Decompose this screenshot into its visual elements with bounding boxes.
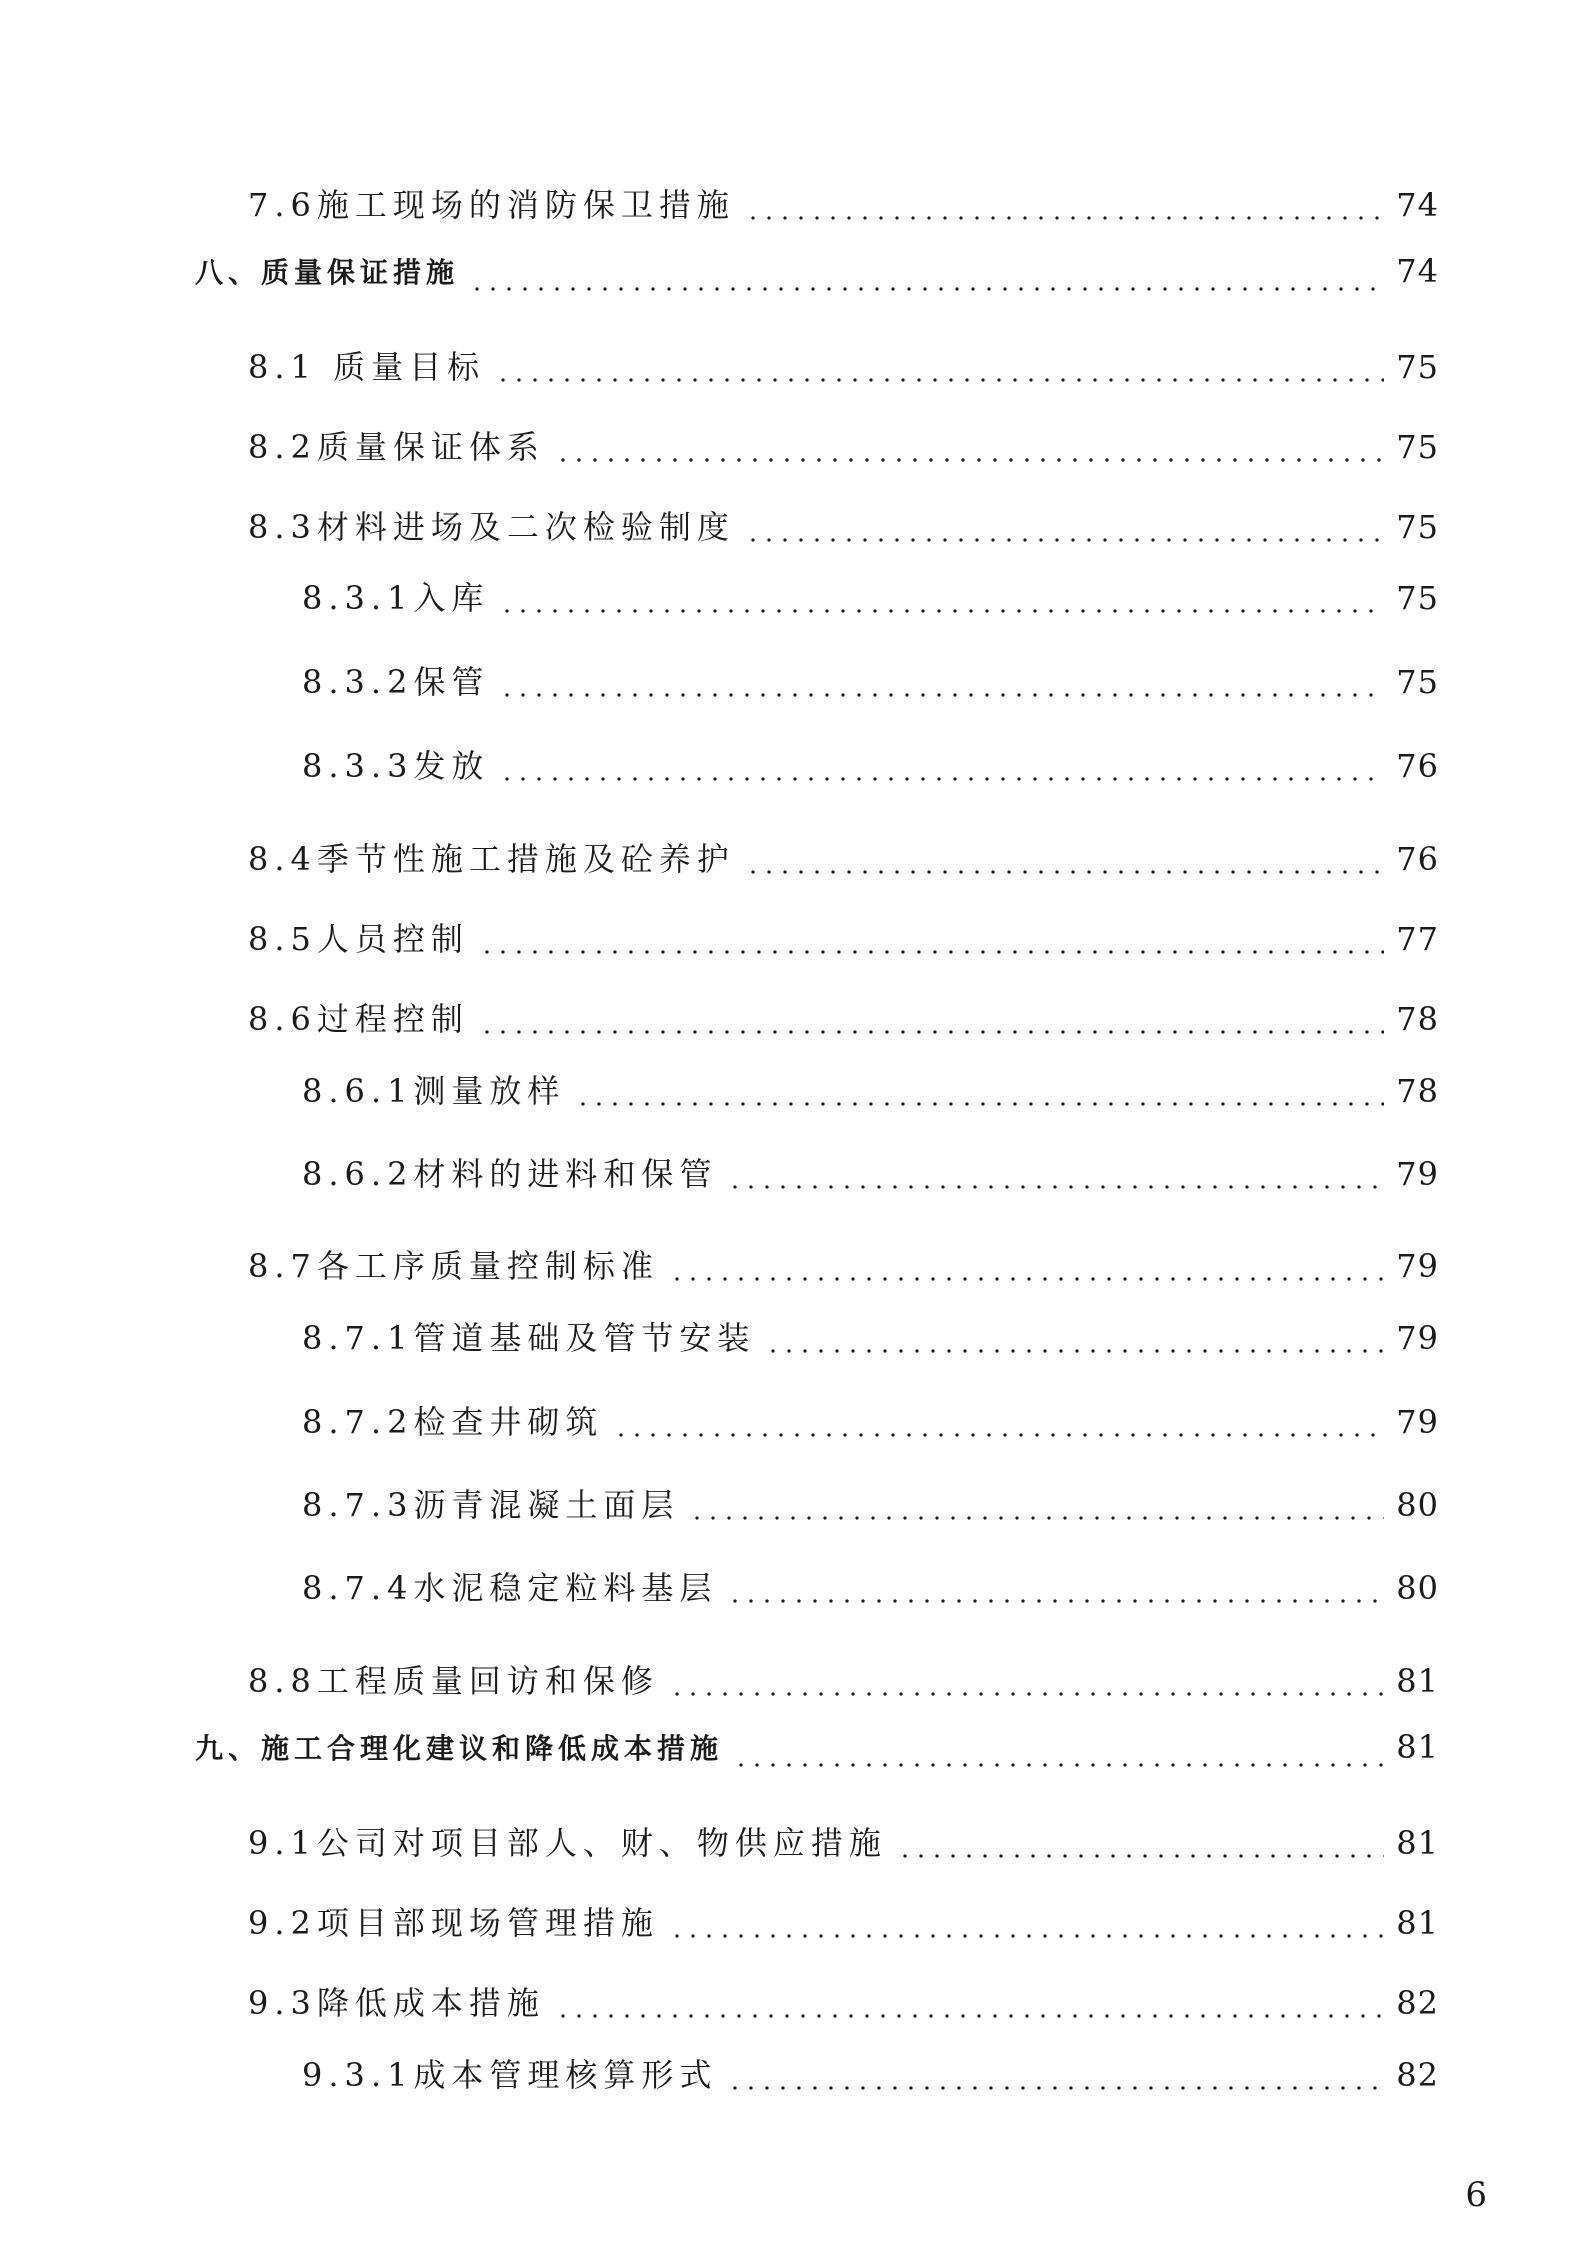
toc-entry-label: 8.7.4水泥稳定粒料基层 bbox=[302, 1569, 718, 1607]
toc-entry-chapter-8[interactable] bbox=[195, 251, 1439, 301]
toc-entry-label: 8.1 质量目标 bbox=[248, 348, 486, 386]
toc-entry-label: 8.7.2检查井砌筑 bbox=[302, 1403, 604, 1441]
toc-entry-8-7-3[interactable] bbox=[302, 1480, 1439, 1530]
toc-entry-8-6[interactable] bbox=[248, 994, 1439, 1044]
toc-entry-page: 81 bbox=[1396, 1728, 1439, 1766]
toc-entry-label: 8.2质量保证体系 bbox=[248, 428, 545, 466]
toc-entry-label: 九、施工合理化建议和降低成本措施 bbox=[195, 1732, 724, 1765]
toc-dot-leader bbox=[765, 1349, 1384, 1353]
toc-entry-label: 8.6.1测量放样 bbox=[302, 1072, 566, 1110]
toc-entry-label: 8.3.3发放 bbox=[302, 747, 490, 785]
toc-dot-leader bbox=[733, 1763, 1384, 1767]
toc-dot-leader bbox=[897, 1854, 1384, 1858]
toc-entry-label: 8.6.2材料的进料和保管 bbox=[302, 1155, 718, 1193]
toc-entry-label: 8.7各工序质量控制标准 bbox=[248, 1247, 659, 1285]
toc-entry-page: 76 bbox=[1396, 747, 1439, 785]
toc-entry-page: 74 bbox=[1396, 252, 1439, 290]
toc-dot-leader bbox=[745, 216, 1384, 220]
toc-entry-page: 78 bbox=[1396, 1000, 1439, 1038]
toc-entry-page: 79 bbox=[1396, 1403, 1439, 1441]
toc-entry-9-1[interactable] bbox=[248, 1818, 1439, 1868]
toc-entry-8-3-3[interactable] bbox=[302, 741, 1439, 791]
toc-entry-label: 8.3.2保管 bbox=[302, 663, 490, 701]
toc-entry-label: 9.3.1成本管理核算形式 bbox=[302, 2056, 718, 2094]
toc-entry-label: 8.7.3沥青混凝土面层 bbox=[302, 1486, 680, 1524]
toc-dot-leader bbox=[469, 287, 1384, 291]
toc-dot-leader bbox=[727, 1599, 1384, 1603]
toc-entry-page: 74 bbox=[1396, 186, 1439, 224]
toc-entry-8-2[interactable] bbox=[248, 422, 1439, 472]
toc-dot-leader bbox=[745, 870, 1384, 874]
toc-entry-8-6-2[interactable] bbox=[302, 1149, 1439, 1199]
page-number: 6 bbox=[1465, 2175, 1487, 2215]
toc-dot-leader bbox=[499, 777, 1384, 781]
toc-dot-leader bbox=[669, 1692, 1384, 1696]
toc-dot-leader bbox=[727, 1185, 1384, 1189]
toc-entry-page: 79 bbox=[1396, 1155, 1439, 1193]
toc-entry-8-7-2[interactable] bbox=[302, 1397, 1439, 1447]
toc-entry-label: 8.5人员控制 bbox=[248, 920, 469, 958]
toc-entry-page: 81 bbox=[1396, 1824, 1439, 1862]
toc-entry-9-3-1[interactable] bbox=[302, 2050, 1439, 2100]
toc-entry-8-6-1[interactable] bbox=[302, 1066, 1439, 1116]
toc-entry-label: 8.3.1入库 bbox=[302, 579, 490, 617]
toc-entry-7-6[interactable] bbox=[248, 180, 1439, 230]
toc-entry-chapter-9[interactable] bbox=[195, 1727, 1439, 1777]
toc-entry-8-3-2[interactable] bbox=[302, 657, 1439, 707]
toc-entry-8-8[interactable] bbox=[248, 1656, 1439, 1706]
toc-entry-page: 80 bbox=[1396, 1486, 1439, 1524]
toc-entry-page: 79 bbox=[1396, 1319, 1439, 1357]
toc-entry-label: 8.8工程质量回访和保修 bbox=[248, 1662, 659, 1700]
toc-entry-8-4[interactable] bbox=[248, 834, 1439, 884]
toc-entry-label: 八、质量保证措施 bbox=[195, 256, 460, 289]
toc-entry-8-3-1[interactable] bbox=[302, 573, 1439, 623]
toc-entry-label: 8.6过程控制 bbox=[248, 1000, 469, 1038]
toc-dot-leader bbox=[555, 2014, 1384, 2018]
toc-dot-leader bbox=[727, 2086, 1384, 2090]
toc-entry-label: 9.3降低成本措施 bbox=[248, 1984, 545, 2022]
toc-entry-label: 8.4季节性施工措施及砼养护 bbox=[248, 840, 735, 878]
toc-entry-page: 82 bbox=[1396, 2056, 1439, 2094]
toc-dot-leader bbox=[689, 1516, 1384, 1520]
toc-entry-label: 7.6施工现场的消防保卫措施 bbox=[248, 186, 735, 224]
toc-dot-leader bbox=[499, 609, 1384, 613]
toc-entry-8-5[interactable] bbox=[248, 914, 1439, 964]
toc-entry-page: 77 bbox=[1396, 920, 1439, 958]
toc-dot-leader bbox=[745, 538, 1384, 542]
toc-entry-page: 76 bbox=[1396, 840, 1439, 878]
toc-entry-page: 78 bbox=[1396, 1072, 1439, 1110]
toc-entry-page: 75 bbox=[1396, 508, 1439, 546]
toc-entry-label: 9.2项目部现场管理措施 bbox=[248, 1904, 659, 1942]
toc-entry-page: 79 bbox=[1396, 1247, 1439, 1285]
toc-dot-leader bbox=[575, 1102, 1384, 1106]
toc-entry-label: 8.7.1管道基础及管节安装 bbox=[302, 1319, 756, 1357]
toc-entry-page: 81 bbox=[1396, 1662, 1439, 1700]
toc-entry-page: 75 bbox=[1396, 579, 1439, 617]
toc-dot-leader bbox=[479, 1030, 1384, 1034]
toc-entry-page: 75 bbox=[1396, 348, 1439, 386]
toc-dot-leader bbox=[613, 1433, 1384, 1437]
toc-entry-page: 75 bbox=[1396, 663, 1439, 701]
toc-entry-8-7-4[interactable] bbox=[302, 1563, 1439, 1613]
toc-entry-8-1[interactable] bbox=[248, 342, 1439, 392]
toc-dot-leader bbox=[499, 693, 1384, 697]
toc-dot-leader bbox=[495, 378, 1384, 382]
toc-entry-page: 82 bbox=[1396, 1984, 1439, 2022]
toc-entry-8-7[interactable] bbox=[248, 1241, 1439, 1291]
toc-entry-label: 8.3材料进场及二次检验制度 bbox=[248, 508, 735, 546]
toc-entry-page: 75 bbox=[1396, 428, 1439, 466]
toc-entry-label: 9.1公司对项目部人、财、物供应措施 bbox=[248, 1824, 887, 1862]
toc-entry-page: 81 bbox=[1396, 1904, 1439, 1942]
toc-entry-8-7-1[interactable] bbox=[302, 1313, 1439, 1363]
toc-dot-leader bbox=[555, 458, 1384, 462]
toc-entry-8-3[interactable] bbox=[248, 502, 1439, 552]
toc-dot-leader bbox=[669, 1934, 1384, 1938]
toc-entry-9-2[interactable] bbox=[248, 1898, 1439, 1948]
toc-entry-9-3[interactable] bbox=[248, 1978, 1439, 2028]
toc-dot-leader bbox=[669, 1277, 1384, 1281]
toc-dot-leader bbox=[479, 950, 1384, 954]
toc-entry-page: 80 bbox=[1396, 1569, 1439, 1607]
